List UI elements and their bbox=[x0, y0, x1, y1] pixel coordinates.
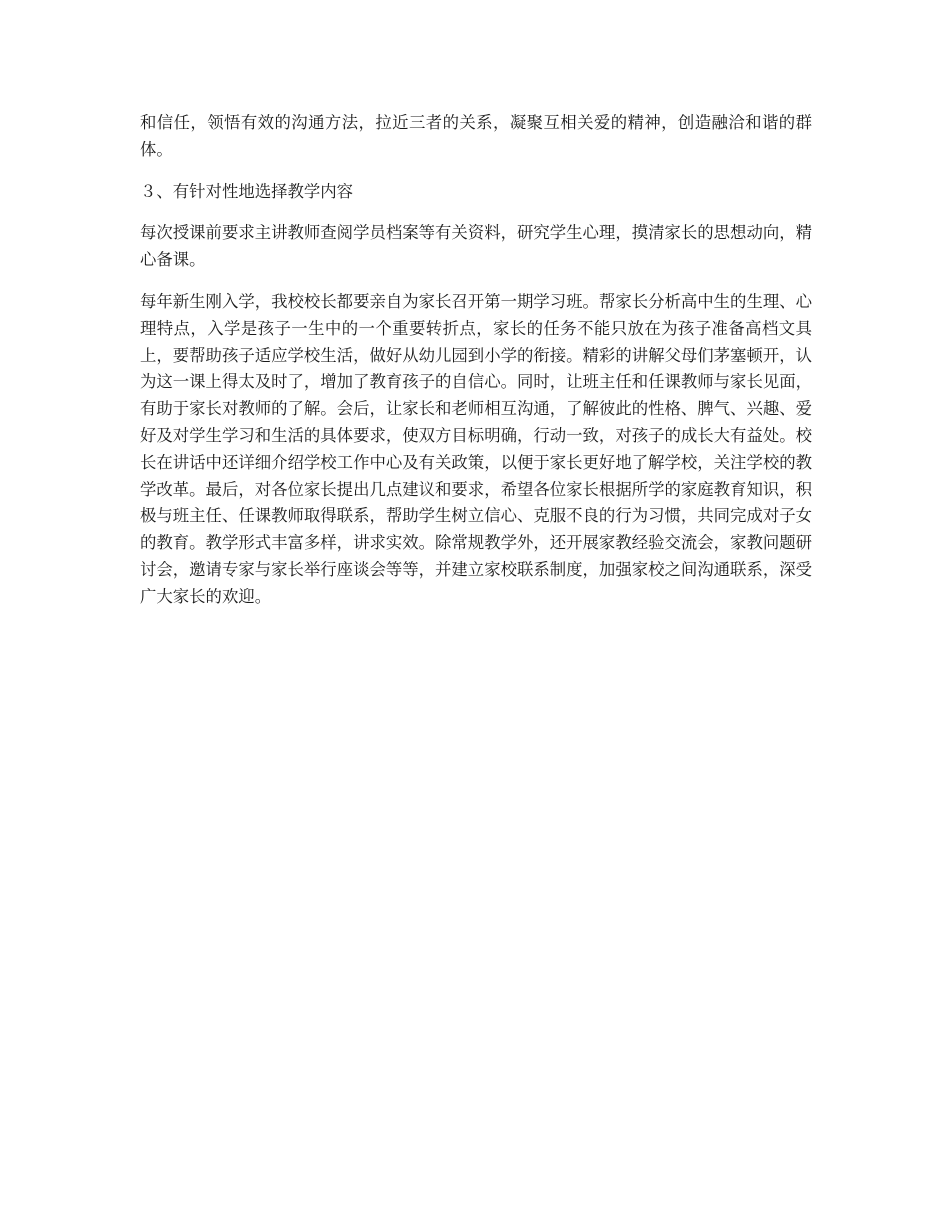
document-body bbox=[140, 110, 812, 626]
paragraph-new-students: 每年新生刚入学，我校校长都要亲自为家长召开第一期学习班。帮家长分析高中生的生理、心理特点，入学是孩子一生中的一个重要转折点，家长的任务不能只放在为孩子准备高档文具上，要帮助孩子适应学校生活，做好从幼儿园到小学的衔接。精彩的讲解父母们茅塞顿开，认为这一课上得太及时了，增加了教育孩子的自信心。同时，让班主任和任课教师与家长见面，有助于家长对教师的了解。会后，让家长和老师相互沟通，了解彼此的性格、脾气、兴趣、爱好及对学生学习和生活的具体要求，使双方目标明确，行动一致，对孩子的成长大有益处。校长在讲话中还详细介绍学校工作中心及有关政策，以便于家长更好地了解学校，关注学校的教学改革。最后，对各位家长提出几点建议和要求，希望各位家长根据所学的家庭教育知识，积极与班主任、任课教师取得联系，帮助学生树立信心、克服不良的行为习惯，共同完成对子女的教育。教学形式丰富多样，讲求实效。除常规教学外，还开展家教经验交流会，家教问题研讨会，邀请专家与家长举行座谈会等等，并建立家校联系制度，加强家校之间沟通联系，深受广大家长的欢迎。 bbox=[140, 291, 813, 606]
section-heading: ３、有针对性地选择教学内容 bbox=[140, 181, 354, 201]
paragraph-continuation: 和信任，领悟有效的沟通方法，拉近三者的关系，凝聚互相关爱的精神，创造融洽和谐的群体。 bbox=[140, 113, 812, 159]
paragraph-lesson-prep: 每次授课前要求主讲教师查阅学员档案等有关资料，研究学生心理，摸清家长的思想动向，精心备课。 bbox=[140, 223, 813, 270]
